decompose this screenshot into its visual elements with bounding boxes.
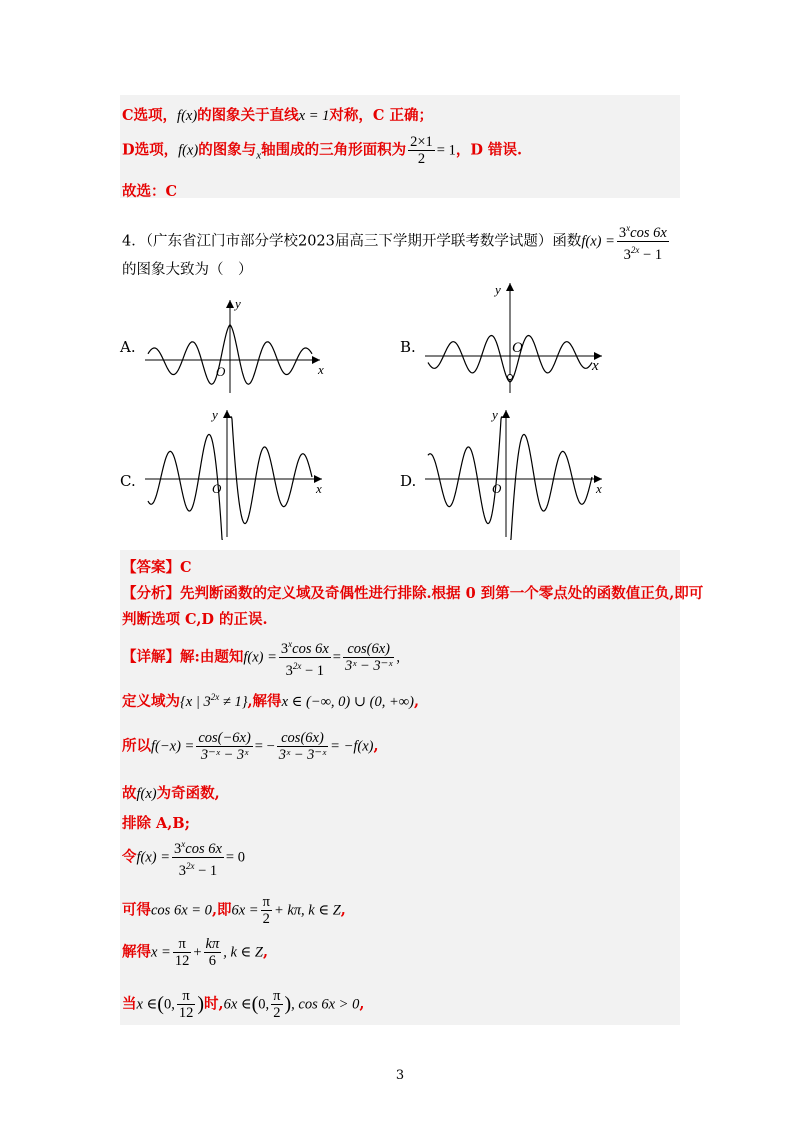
- graph-c: [140, 405, 340, 540]
- svg-text:x: x: [316, 481, 322, 496]
- page-number: 3: [395, 1068, 405, 1083]
- domain-line: 定义域为{x | $3^{2x} \ne 1$},解得x ∈ (−∞, 0) ∪ (0, +∞),: [122, 692, 420, 710]
- option-a-label[interactable]: A.: [120, 338, 136, 356]
- get-line: 可得cos 6x = 0,即6x = $\frac{\pi}{2}$ + kπ, k ∈ Z,: [122, 894, 346, 927]
- option-c-label[interactable]: C.: [120, 472, 136, 490]
- svg-text:O: O: [212, 481, 222, 496]
- question-line-1: 4．（广东省江门市部分学校2023届高三下学期开学联考数学试题）函数f(x) = $\frac{3^x\cos 6x}{3^{2x} - 1}$: [122, 220, 671, 263]
- choose-answer-line: 故选：C: [122, 183, 178, 200]
- odd-proof-line: 所以f(−x) = $\frac{\cos(-6x)}{\text{3⁻ˣ − 3ˣ}}$ = − $\frac{\cos(6x)}{\text{3ˣ − 3⁻ˣ}}$ = −f(x),: [122, 730, 379, 763]
- svg-text:x: x: [592, 358, 599, 374]
- analysis-line-2: 判断选项 C,D 的正误.: [122, 611, 268, 628]
- svg-text:x: x: [318, 362, 324, 377]
- exclude-line: 排除 A,B;: [122, 815, 190, 832]
- option-d-label[interactable]: D.: [400, 472, 417, 490]
- solve-line: 解得x = $\frac{\pi}{12}$ + $\frac{k\pi}{6}$ , k ∈ Z,: [122, 936, 269, 969]
- option-b-label[interactable]: B.: [400, 338, 416, 356]
- svg-text:y: y: [495, 282, 501, 297]
- svg-text:y: y: [492, 407, 498, 422]
- svg-text:O: O: [216, 364, 226, 379]
- when-line: 当x ∈(0, $\frac{\pi}{12}$ )时,6x ∈(0, $\frac{\pi}{2}$ ), cos 6x > 0,: [122, 988, 365, 1021]
- svg-text:O: O: [512, 340, 523, 356]
- question-line-2: 的图象大致为（ ）: [122, 262, 253, 278]
- svg-text:y: y: [212, 407, 218, 422]
- graph-d: [420, 405, 610, 540]
- graph-b: [420, 278, 610, 398]
- option-d-line: D选项，f(x)的图象与$_x$轴围成的三角形面积为 $\frac{2\times 1}{2}$ = 1，D 错误.: [122, 134, 523, 167]
- let-line: 令f(x) = $\frac{3^x\cos 6x}{3^{2x} - 1}$ = 0: [122, 836, 245, 879]
- svg-text:y: y: [235, 296, 241, 311]
- option-c-line: C选项，f(x)的图象关于直线x = 1对称，C 正确；: [122, 107, 433, 124]
- svg-text:O: O: [492, 481, 502, 496]
- svg-text:x: x: [596, 481, 602, 496]
- detail-line: 【详解】解:由题知f(x) = $\frac{3^x\cos 6x}{3^{2x} - 1}$ = $\frac{\cos(6x)}{\text{3ˣ − 3⁻ˣ}}$ ,: [122, 636, 400, 679]
- analysis-line-1: 【分析】先判断函数的定义域及奇偶性进行排除.根据 0 到第一个零点处的函数值正负,即可: [122, 585, 704, 602]
- answer-tag: 【答案】C: [122, 559, 192, 576]
- odd-conclusion-line: 故f(x)为奇函数,: [122, 785, 220, 802]
- graph-a: [140, 288, 340, 398]
